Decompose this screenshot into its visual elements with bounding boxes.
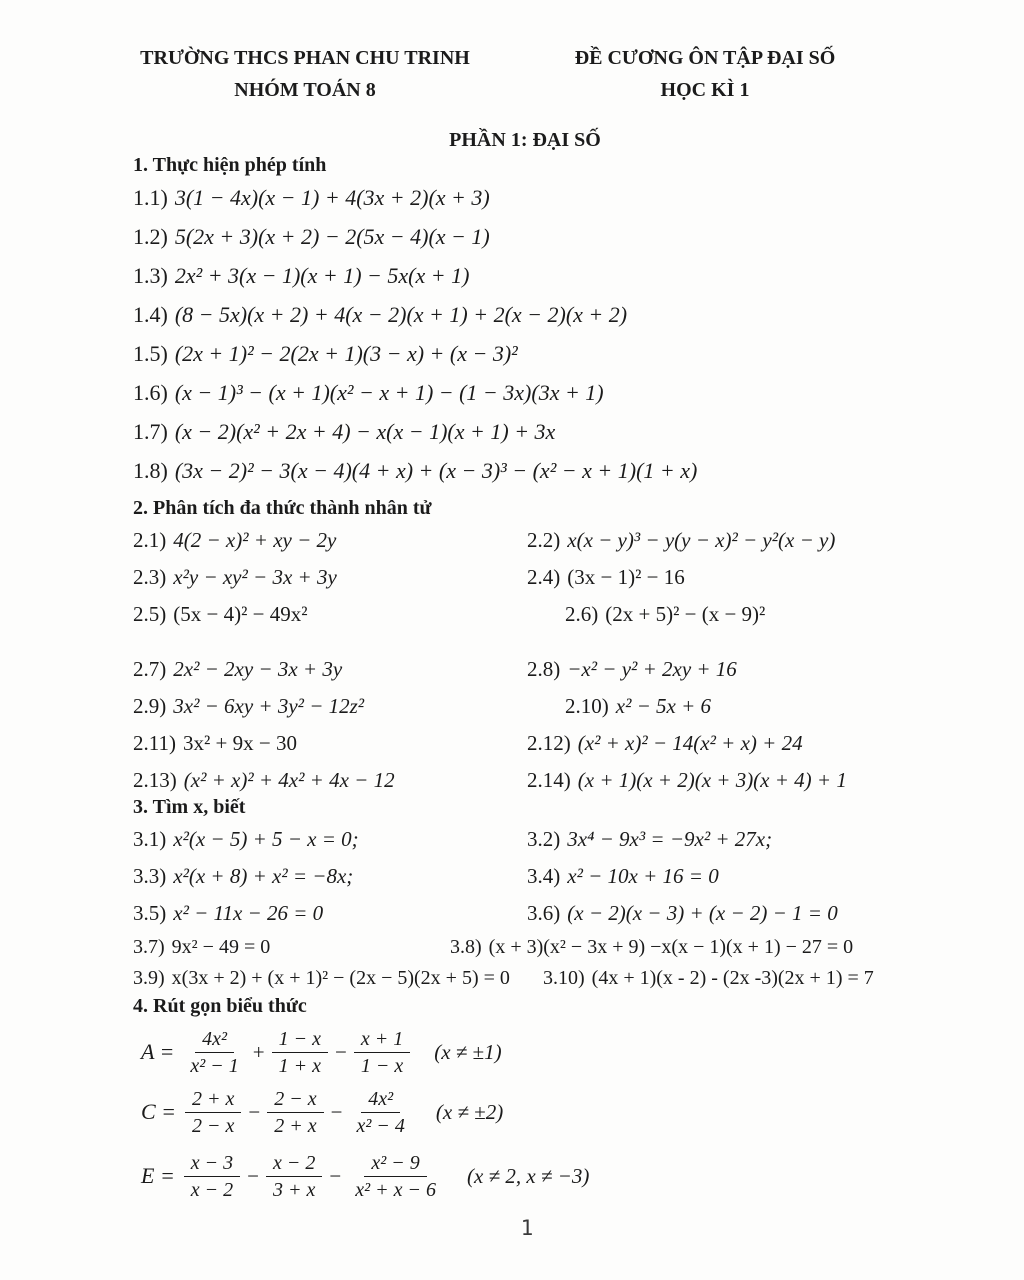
fraction-numerator: 2 − x — [267, 1087, 323, 1113]
problem-3-2 — [527, 821, 772, 858]
problem-label: 2.1) — [133, 528, 167, 552]
section1-heading: 1. Thực hiện phép tính — [133, 154, 327, 176]
problem-expression: 3x⁴ − 9x³ = −9x² + 27x; — [567, 827, 773, 851]
problem-1-4 — [133, 295, 697, 334]
problem-label: 2.8) — [527, 657, 561, 681]
problem-2-6 — [565, 596, 765, 633]
school-block — [140, 42, 470, 106]
problem-label: 1.5) — [133, 341, 168, 366]
fraction-numerator: x − 3 — [184, 1151, 240, 1177]
problem-label: 2.9) — [133, 694, 167, 718]
fraction-denominator: x − 2 — [190, 1178, 234, 1201]
problem-3-4 — [527, 858, 719, 895]
problem-2-8 — [527, 651, 737, 688]
fraction-denominator: 3 + x — [273, 1178, 316, 1201]
problem-expression: (x + 3)(x² − 3x + 9) −x(x − 1)(x + 1) − 27 = 0 — [488, 936, 854, 958]
fraction — [184, 1151, 240, 1202]
problem-label: 3.1) — [133, 827, 167, 851]
fraction-denominator: 1 − x — [360, 1054, 404, 1077]
problem-1-3 — [133, 256, 697, 295]
problem-label: 2.11) — [133, 731, 176, 755]
problem-expression: 2x² + 3(x − 1)(x + 1) − 5x(x + 1) — [174, 263, 470, 288]
problem-row — [133, 932, 993, 963]
problem-expression: (x − 2)(x² + 2x + 4) − x(x − 1)(x + 1) + 3x — [174, 419, 556, 444]
section-2 — [133, 494, 993, 799]
problem-expression: 3x² − 6xy + 3y² − 12z² — [173, 694, 365, 718]
formula-condition: (x ≠ ±1) — [434, 1039, 502, 1064]
formula-condition: (x ≠ 2, x ≠ −3) — [466, 1163, 590, 1188]
problem-1-5 — [133, 334, 697, 373]
formula-C — [141, 1083, 589, 1141]
problem-row — [133, 522, 993, 559]
problem-row — [133, 895, 993, 932]
problem-label: 2.13) — [133, 768, 177, 792]
formula-condition: (x ≠ ±2) — [435, 1099, 504, 1124]
problem-row — [133, 688, 993, 725]
formula-A — [141, 1023, 589, 1081]
fraction-numerator: 4x² — [361, 1087, 400, 1113]
problem-row — [133, 858, 993, 895]
problem-label: 1.8) — [133, 458, 168, 483]
problem-label: 3.9) — [133, 967, 165, 989]
problem-1-7 — [133, 412, 697, 451]
fraction-numerator: 1 − x — [272, 1027, 328, 1053]
fraction-denominator: x² + x − 6 — [355, 1178, 436, 1201]
operator: − — [330, 1099, 343, 1124]
problem-expression: (3x − 1)² − 16 — [567, 565, 685, 589]
problem-label: 2.10) — [565, 694, 609, 718]
section3-heading: 3. Tìm x, biết — [133, 796, 246, 818]
problem-expression: 9x² − 49 = 0 — [171, 936, 271, 958]
problem-label: 2.6) — [565, 602, 599, 626]
problem-label: 1.7) — [133, 419, 168, 444]
problem-label: 3.8) — [450, 936, 482, 958]
section4-heading: 4. Rút gọn biểu thức — [133, 995, 307, 1017]
problem-3-6 — [527, 895, 838, 932]
problem-3-8 — [450, 932, 853, 963]
problem-2-5 — [133, 596, 993, 633]
page-number: 1 — [520, 1216, 534, 1240]
fraction-denominator: 2 + x — [274, 1114, 317, 1137]
problem-expression: 3(1 − 4x)(x − 1) + 4(3x + 2)(x + 3) — [174, 185, 490, 210]
fraction — [272, 1027, 328, 1078]
problem-expression: 4(2 − x)² + xy − 2y — [173, 528, 337, 552]
section-3 — [133, 793, 993, 994]
part-title: PHẦN 1: ĐẠI SỐ — [449, 129, 601, 151]
problem-1-6 — [133, 373, 697, 412]
formula-lhs: C = — [141, 1099, 177, 1124]
fraction — [349, 1087, 411, 1138]
problem-row — [133, 596, 993, 633]
problem-label: 2.5) — [133, 602, 167, 626]
section2-heading: 2. Phân tích đa thức thành nhân tử — [133, 497, 432, 519]
problem-2-4 — [527, 559, 685, 596]
problem-2-12 — [527, 725, 803, 762]
operator: − — [329, 1163, 342, 1188]
problem-expression: (x + 1)(x + 2)(x + 3)(x + 4) + 1 — [577, 768, 847, 792]
doc-title-line1: ĐỀ CƯƠNG ÔN TẬP ĐẠI SỐ — [574, 47, 836, 69]
problem-expression: x² − 5x + 6 — [615, 694, 712, 718]
problem-expression: x²(x − 5) + 5 − x = 0; — [173, 827, 359, 851]
problem-row — [133, 725, 993, 762]
problem-expression: (4x + 1)(x - 2) - (2x -3)(2x + 1) = 7 — [591, 967, 874, 989]
problem-expression: (x² + x)² − 14(x² + x) + 24 — [577, 731, 803, 755]
fraction — [183, 1027, 245, 1078]
fraction-numerator: 4x² — [195, 1027, 234, 1053]
fraction-denominator: 1 + x — [278, 1054, 321, 1077]
problem-label: 1.2) — [133, 224, 168, 249]
problem-1-1 — [133, 178, 697, 217]
problem-expression: 2x² − 2xy − 3x + 3y — [173, 657, 343, 681]
problem-3-10 — [543, 963, 874, 994]
problem-label: 1.6) — [133, 380, 168, 405]
problem-expression: (x − 2)(x − 3) + (x − 2) − 1 = 0 — [567, 901, 838, 925]
section-4 — [133, 993, 589, 1205]
problem-expression: x² − 11x − 26 = 0 — [173, 901, 324, 925]
school-name: TRƯỜNG THCS PHAN CHU TRINH — [140, 47, 470, 69]
fraction — [266, 1151, 322, 1202]
problem-label: 2.3) — [133, 565, 167, 589]
fraction-numerator: x + 1 — [354, 1027, 410, 1053]
doc-title-line2: HỌC KÌ 1 — [660, 79, 750, 101]
fraction — [354, 1027, 410, 1078]
document-title-block — [545, 42, 865, 106]
operator: − — [248, 1099, 261, 1124]
problem-label: 3.6) — [527, 901, 561, 925]
problem-expression: (x² + x)² + 4x² + 4x − 12 — [183, 768, 395, 792]
problem-2-10 — [565, 688, 711, 725]
problem-label: 2.14) — [527, 768, 571, 792]
problem-expression: x(x − y)³ − y(y − x)² − y²(x − y) — [567, 528, 836, 552]
problem-1-2 — [133, 217, 697, 256]
operator: + — [252, 1039, 265, 1064]
fraction-numerator: 2 + x — [185, 1087, 241, 1113]
problem-row — [133, 651, 993, 688]
problem-expression: (x − 1)³ − (x + 1)(x² − x + 1) − (1 − 3x)(3x + 1) — [174, 380, 604, 405]
fraction-numerator: x − 2 — [266, 1151, 322, 1177]
problem-label: 3.3) — [133, 864, 167, 888]
problem-expression: x² − 10x + 16 = 0 — [567, 864, 719, 888]
problem-1-8 — [133, 451, 697, 490]
formula-lhs: A = — [141, 1039, 175, 1064]
problem-row — [133, 559, 993, 596]
section-1 — [133, 152, 697, 490]
problem-expression: x²(x + 8) + x² = −8x; — [173, 864, 354, 888]
fraction — [267, 1087, 323, 1138]
problem-2-2 — [527, 522, 835, 559]
problem-expression: (3x − 2)² − 3(x − 4)(4 + x) + (x − 3)³ − (x² − x + 1)(1 + x) — [174, 458, 698, 483]
problem-label: 1.1) — [133, 185, 168, 210]
problem-label: 3.10) — [543, 967, 585, 989]
problem-expression: (2x + 5)² − (x − 9)² — [605, 602, 766, 626]
problem-expression: 3x² + 9x − 30 — [182, 731, 297, 755]
problem-row — [133, 963, 993, 994]
fraction-denominator: 2 − x — [192, 1114, 235, 1137]
formula-lhs: E = — [141, 1163, 175, 1188]
problem-row — [133, 821, 993, 858]
problem-label: 2.7) — [133, 657, 167, 681]
problem-expression: x²y − xy² − 3x + 3y — [173, 565, 337, 589]
problem-label: 3.7) — [133, 936, 165, 958]
operator: − — [334, 1039, 347, 1064]
fraction-denominator: x² − 4 — [356, 1114, 405, 1137]
fraction-numerator: x² − 9 — [364, 1151, 426, 1177]
group-name: NHÓM TOÁN 8 — [234, 79, 376, 101]
problem-expression: x(3x + 2) + (x + 1)² − (2x − 5)(2x + 5) = 0 — [171, 967, 510, 989]
fraction-denominator: x² − 1 — [190, 1054, 239, 1077]
fraction — [185, 1087, 241, 1138]
fraction — [348, 1151, 443, 1202]
problem-label: 2.12) — [527, 731, 571, 755]
problem-expression: 5(2x + 3)(x + 2) − 2(5x − 4)(x − 1) — [174, 224, 490, 249]
formula-E — [141, 1147, 589, 1205]
problem-expression: (5x − 4)² − 49x² — [173, 602, 308, 626]
problem-label: 2.4) — [527, 565, 561, 589]
operator: − — [247, 1163, 260, 1188]
problem-label: 3.5) — [133, 901, 167, 925]
problem-label: 3.2) — [527, 827, 561, 851]
problem-label: 2.2) — [527, 528, 561, 552]
problem-label: 1.4) — [133, 302, 168, 327]
problem-expression: (8 − 5x)(x + 2) + 4(x − 2)(x + 1) + 2(x − 2)(x + 2) — [174, 302, 628, 327]
problem-2-9 — [133, 688, 993, 725]
problem-label: 1.3) — [133, 263, 168, 288]
problem-expression: (2x + 1)² − 2(2x + 1)(3 − x) + (x − 3)² — [174, 341, 518, 366]
problem-expression: −x² − y² + 2xy + 16 — [567, 657, 737, 681]
problem-label: 3.4) — [527, 864, 561, 888]
